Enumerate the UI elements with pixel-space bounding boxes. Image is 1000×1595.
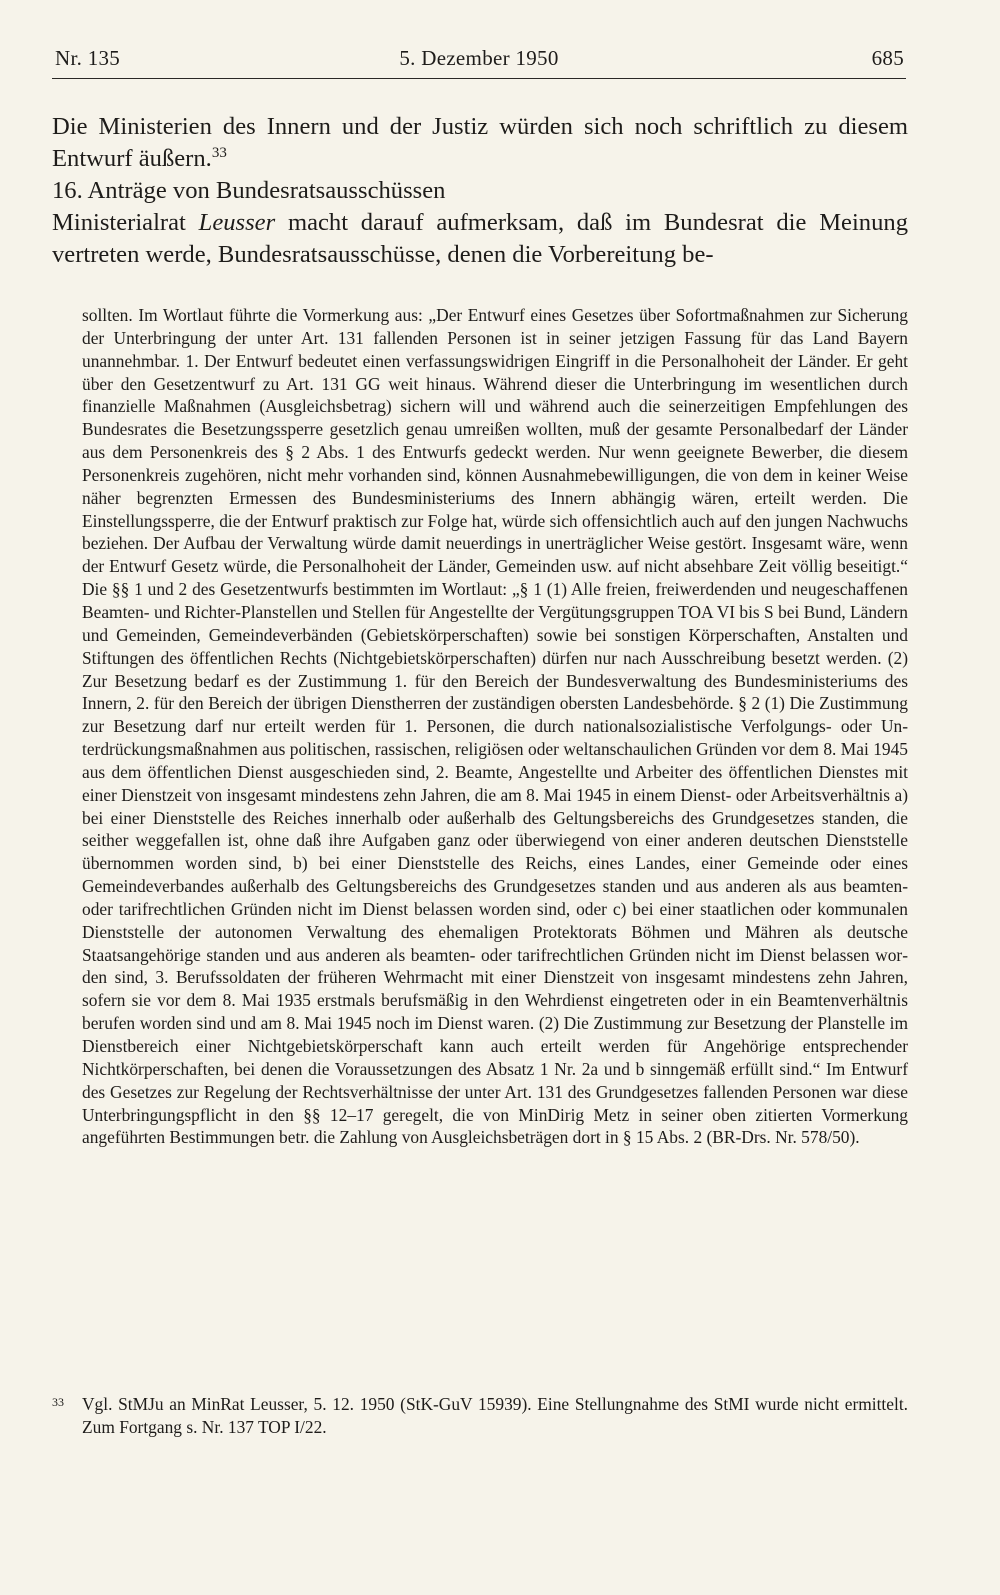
person-name: Leusser (198, 209, 276, 236)
main-body (52, 111, 908, 271)
paragraph-text: Ministerialrat (52, 209, 199, 236)
footnote-continuation: sollten. Im Wortlaut führte die Vormerkung aus: „Der Entwurf eines Gesetzes über Sofortmaßnahmen zur Sicherung der Unterbringung der unter Art. 131 fallenden Personen ist in seiner jetzigen Fassung für das Land Bayern unannehmbar. 1. Der Entwurf bedeutet einen verfassungswidrigen Eingriff in die Personalhoheit der Länder. Er geht über den Gesetzentwurf zu Art. 131 GG weit hinaus. Während dieser die Unterbringung im wesentlichen durch finanzielle Maßnahmen (Ausgleichsbetrag) sichern will und während auch die seinerzeitigen Empfehlungen des Bundesrates die Besetzungssperre gesetzlich genau umreißen wollten, muß der gesamte Personalbedarf der Länder aus dem Personenkreis des § 2 Abs. 1 des Entwurfs gedeckt werden. Nur wenn geeignete Bewerber, die diesem Personenkreis zugehören, nicht mehr vorhanden sind, können Ausnahmebewilligungen, die von dem in keiner Weise näher begrenzten Ermessen des Bundesministeriums des Innern abhängig wären, erteilt werden. Die Einstellungssperre, die der Entwurf praktisch zur Folge hat, würde sich offensichtlich auch auf den jungen Nachwuchs beziehen. Der Aufbau der Verwaltung würde damit neuerdings in unerträglicher Weise gestört. Insgesamt wäre, wenn der Entwurf Gesetz würde, die Personalhoheit der Länder, Gemeinden usw. auf nicht absehbare Zeit völlig beseitigt.“ Die §§ 1 und 2 des Gesetzentwurfs bestimmten im Wortlaut: „§ 1 (1) Alle freien, freiwerdenden und neugeschaffenen Beamten- und Richter-Planstellen und Stellen für Angestellte der Vergütungsgruppen TOA VI bis S bei Bund, Ländern und Gemeinden, Gemeindeverbänden (Gebietskörperschaften) sowie bei sonstigen Körperschaften, Anstalten und Stiftungen des öffentlichen Rechts (Nichtgebietskörperschaften) dürfen nur nach Ausschreibung besetzt werden. (2) Zur Besetzung bedarf es der Zustimmung 1. für den Bereich der Bundesverwaltung des Bundesministeriums des Innern, 2. für den Bereich der übrigen Dienstherren der zuständigen obersten Landesbehörde. § 2 (1) Die Zustimmung zur Besetzung darf nur erteilt werden für 1. Personen, die durch nationalsozialistische Verfolgungs- oder Unterdrückungsmaßnahmen aus politischen, rassischen, religiösen oder weltanschaulichen Gründen vor dem 8. Mai 1945 aus dem öffentlichen Dienst ausgeschieden sind, 2. Beamte, Angestellte und Arbeiter des öffentlichen Dienstes mit einer Dienstzeit von insgesamt mindestens zehn Jahren, die am 8. Mai 1945 in einem Dienst- oder Arbeitsverhältnis a) bei einer Dienststelle des Reiches innerhalb oder außerhalb des Geltungsbereichs des Grundgesetzes standen, die seither weggefallen ist, ohne daß ihre Aufgaben ganz oder überwiegend von einer anderen deutschen Dienststelle übernommen worden sind, b) bei einer Dienststelle des Reichs, eines Landes, einer Gemeinde oder eines Gemeindeverbandes außerhalb des Geltungsbereichs des Grundgesetzes standen und aus anderen als aus beamten- oder tarifrechtlichen Gründen nicht im Dienst belassen worden sind, oder c) bei einer staatlichen oder kommunalen Dienststelle der autonomen Verwaltung des ehemaligen Protektorats Böhmen und Mähren als deutsche Staatsangehörige standen und aus anderen als beamten- oder tarifrechtlichen Gründen nicht im Dienst belassen worden sind, 3. Berufssoldaten der früheren Wehrmacht mit einer Dienstzeit von insgesamt mindestens zehn Jahren, sofern sie vor dem 8. Mai 1935 erstmals berufsmäßig in den Wehrdienst eingetreten oder in ein Beamtenverhältnis berufen worden sind und am 8. Mai 1945 noch im Dienst waren. (2) Die Zustimmung zur Besetzung der Planstelle im Dienstbereich einer Nichtgebietskörperschaft kann auch erteilt werden für Angehörige entsprechender Nichtkörperschaften, bei denen die Voraussetzungen des Absatz 1 Nr. 2a und b sinngemäß erfüllt sind.“ Im Entwurf des Gesetzes zur Regelung der Rechtsverhältnisse der unter Art. 131 des Grundgesetzes fallenden Personen war diese Unterbringungspflicht in den §§ 12–17 geregelt, die von MinDirig Metz in seiner oben zitierten Vormerkung angeführten Bestimmungen betr. die Zahlung von Ausgleichsbeträgen dort in § 15 Abs. 2 (BR-Drs. Nr. 578/50). (82, 305, 908, 1148)
continued-footnote (82, 304, 908, 1149)
session-date: 5. Dezember 1950 (399, 46, 559, 70)
running-header (52, 44, 906, 79)
page-number: 685 (871, 46, 904, 70)
footnote-reference[interactable]: 33 (211, 145, 227, 161)
agenda-heading: 16. Anträge von Bundesratsausschüssen (52, 177, 446, 204)
footnote-number: 33 (52, 1395, 64, 1409)
body-paragraph (52, 207, 908, 271)
footnote-text: Vgl. StMJu an MinRat Leusser, 5. 12. 1950 (StK-GuV 15939). Eine Stellungnahme des StMI wurde nicht ermittelt. Zum Fortgang s. Nr. 137 TOP I/22. (82, 1394, 908, 1437)
paragraph-text: Die Ministerien des Innern und der Justiz würden sich noch schriftlich zu diesem Entwurf äußern. (52, 113, 908, 172)
footnote-33 (52, 1393, 908, 1439)
paragraph-text: macht darauf aufmerksam, daß im Bundesrat die Meinung vertreten werde, Bundesratsausschüsse, denen die Vorbereitung be- (52, 209, 908, 268)
body-paragraph (52, 111, 908, 175)
document-number: Nr. 135 (55, 46, 121, 70)
